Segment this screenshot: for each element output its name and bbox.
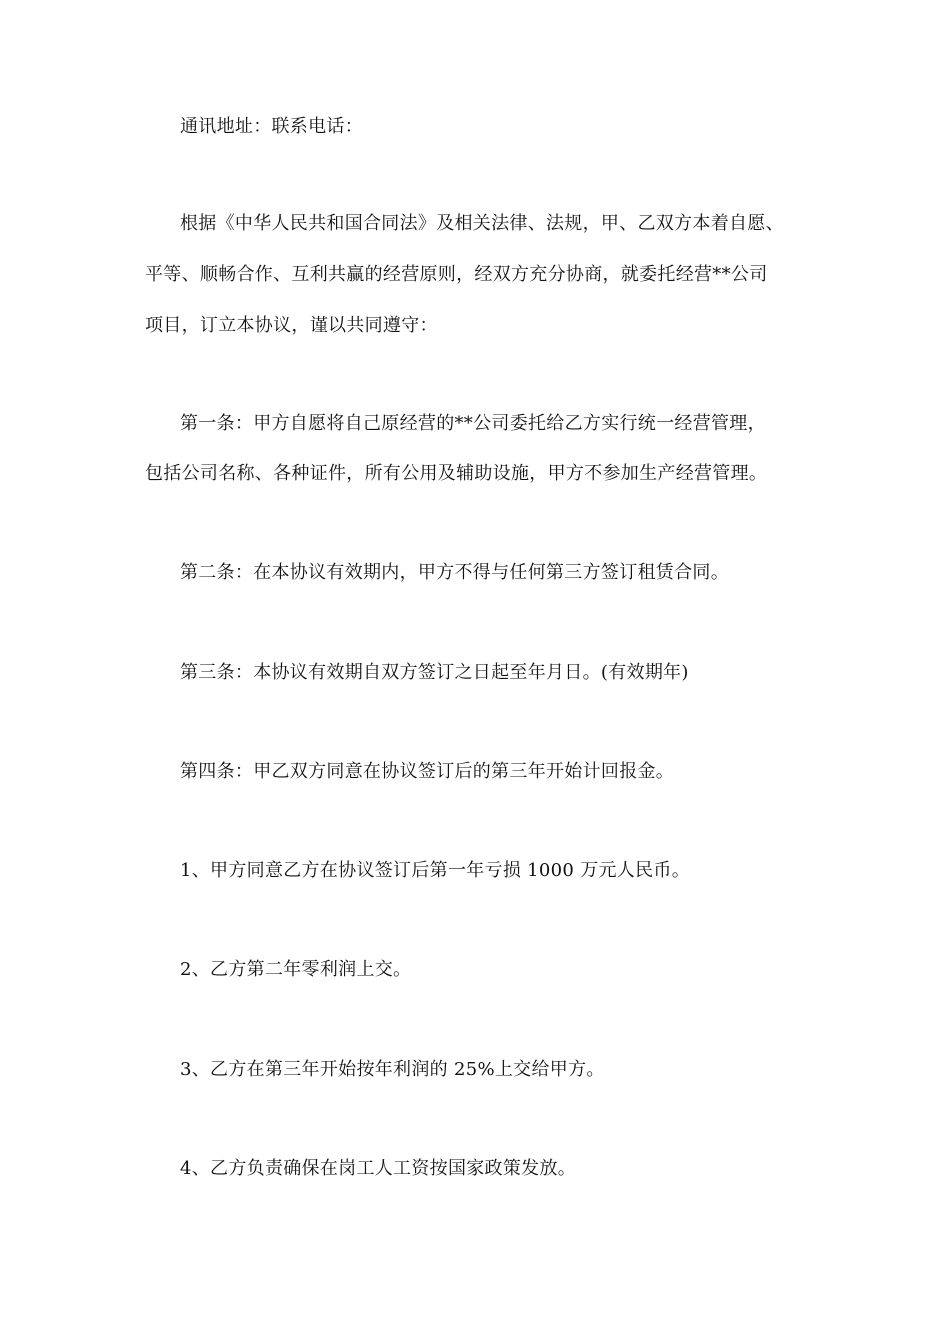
article-2: 第二条：在本协议有效期内，甲方不得与任何第三方签订租赁合同。 bbox=[180, 562, 729, 583]
contact-line: 通讯地址：联系电话： bbox=[180, 116, 363, 137]
list-item: 4、乙方负责确保在岗工人工资按国家政策发放。 bbox=[180, 1158, 577, 1179]
list-item: 2、乙方第二年零利润上交。 bbox=[180, 959, 412, 980]
list-item: 1、甲方同意乙方在协议签订后第一年亏损 1000 万元人民币。 bbox=[180, 860, 691, 881]
preamble-line-3: 项目，订立本协议，谨以共同遵守： bbox=[145, 315, 438, 336]
article-1-line-1: 第一条：甲方自愿将自己原经营的**公司委托给乙方实行统一经营管理， bbox=[180, 413, 766, 434]
list-item: 3、乙方在第三年开始按年利润的 25%上交给甲方。 bbox=[180, 1059, 605, 1080]
preamble-line-2: 平等、顺畅合作、互利共赢的经营原则，经双方充分协商，就委托经营**公司 bbox=[145, 264, 768, 285]
article-4: 第四条：甲乙双方同意在协议签订后的第三年开始计回报金。 bbox=[180, 761, 675, 782]
preamble-line-1: 根据《中华人民共和国合同法》及相关法律、法规，甲、乙双方本着自愿、 bbox=[180, 213, 784, 234]
article-1-line-2: 包括公司名称、各种证件，所有公用及辅助设施，甲方不参加生产经营管理。 bbox=[145, 463, 768, 484]
article-3: 第三条：本协议有效期自双方签订之日起至年月日。(有效期年) bbox=[180, 662, 689, 683]
